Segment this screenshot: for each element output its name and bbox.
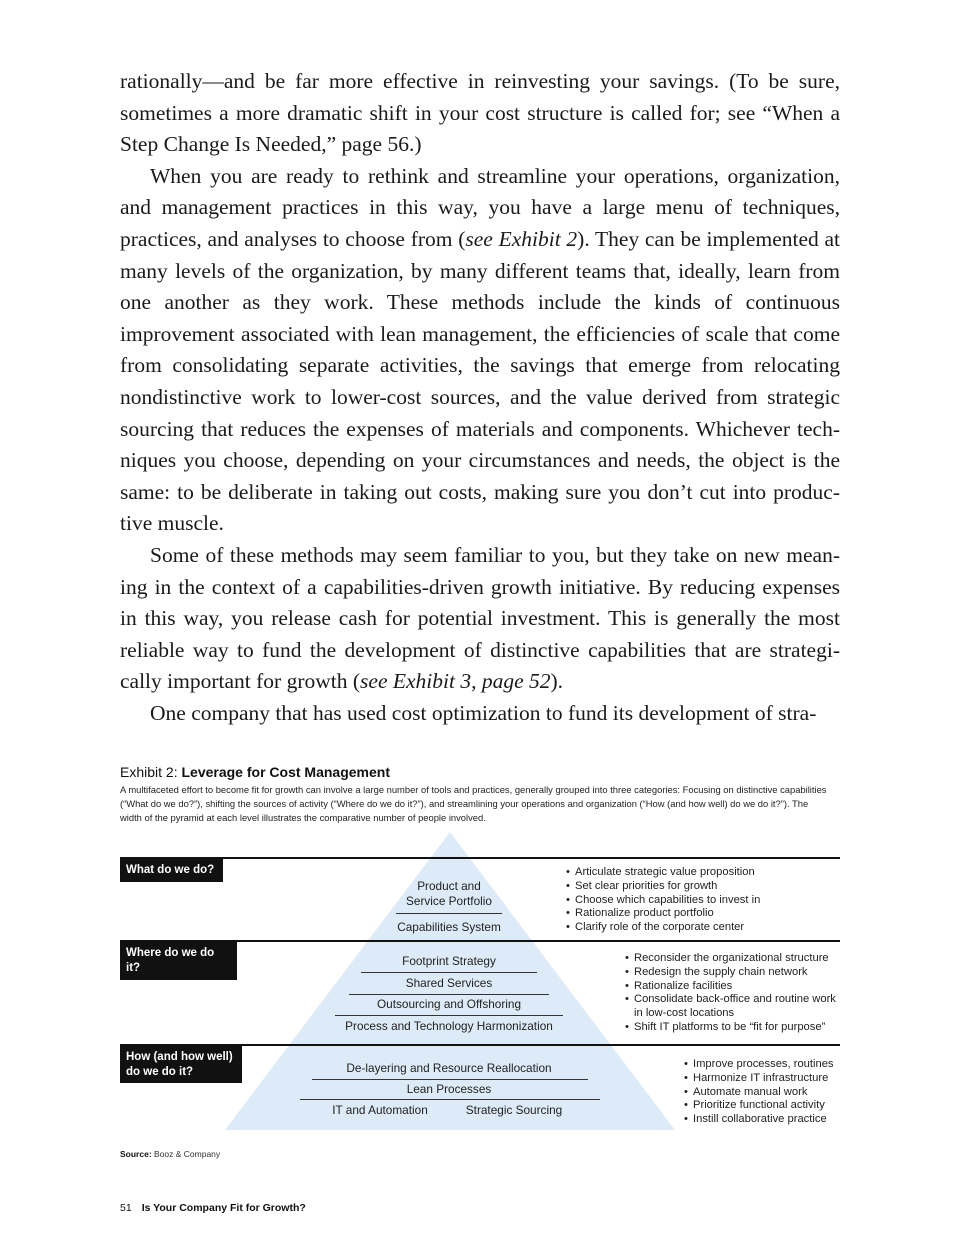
paragraph-3-text-b: ). [550, 669, 564, 694]
pyramid-item-process-technology-harmonization: Process and Technology Harmonization [345, 1019, 553, 1033]
paragraph-2-text-b: ). They can be implemented at many levels of the organization, by many different teams that, ideally, learn from one another as they work. These methods include the kinds of continuous improvement associated with lean management, the efficiencies of scale that come from consolidating separate activities, the savings that emerge from relocating nondistinctive work to lower-cost sources, and the value derived from strategic sourcing that reduces the expenses of materials and components. Whichever techniques you choose, depending on your circumstances and needs, the object is the same: to be deliberate in taking out costs, making sure you don’t cut into productive muscle. [120, 226, 840, 536]
pyramid-divider [349, 994, 549, 995]
bullet-item: • Choose which capabilities to invest in [566, 894, 836, 908]
exhibit-label: Exhibit 2: [120, 764, 182, 780]
pyramid-item-shared-services: Shared Services [405, 976, 493, 990]
page-footer [120, 1202, 306, 1214]
pyramid-item-product-service-line1: Product and [417, 879, 481, 893]
exhibit-header [120, 763, 840, 824]
bullet-item: • Redesign the supply chain network [625, 966, 840, 980]
bullet-item: • Automate manual work [684, 1086, 840, 1100]
pyramid-divider [312, 1079, 588, 1080]
pyramid-item-delayering: De-layering and Resource Reallocation [346, 1061, 552, 1075]
bullet-item: • Harmonize IT infrastructure [684, 1072, 840, 1086]
bullet-item: • Articulate strategic value proposition [566, 866, 836, 880]
exhibit-title [120, 763, 840, 781]
bullets-how-do-we-do-it [684, 1058, 840, 1127]
pyramid-divider [361, 972, 537, 973]
pyramid-divider [335, 1015, 563, 1016]
source-text: Booz & Company [151, 1149, 221, 1159]
bullets-what-do-we-do [566, 866, 836, 935]
paragraph-2-text-a: When you are ready to rethink and streamline your operations, organization, and management practices in this way, you have a large menu of techniques, practices, and analyses to choose from ( [120, 163, 840, 251]
bullet-item: • Reconsider the organizational structure [625, 952, 840, 966]
bullets-where-do-we-do-it [625, 952, 840, 1035]
question-what-label: What do we do? [120, 859, 223, 882]
paragraph-1-text: rationally—and be far more effective in reinvesting your savings. (To be sure, sometimes a more dramatic shift in your cost structure is called for; see “When a Step Change Is Needed,” page 56.) [120, 69, 840, 157]
question-how-label: How (and how well) do we do it? [120, 1046, 242, 1083]
bullet-item: • Shift IT platforms to be “fit for purpose” [625, 1021, 840, 1035]
source-label: Source: [120, 1149, 152, 1159]
paragraph-2 [120, 161, 840, 540]
bullet-item: • Prioritize functional activity [684, 1099, 840, 1113]
cost-management-pyramid-diagram [120, 830, 840, 1135]
article-body [120, 66, 840, 729]
bullet-item: • Clarify role of the corporate center [566, 921, 836, 935]
paragraph-1 [120, 66, 840, 161]
exhibit-2-reference: see Exhibit 2 [465, 226, 578, 251]
pyramid-item-footprint-strategy: Footprint Strategy [402, 954, 496, 968]
bullet-item: • Rationalize product portfolio [566, 907, 836, 921]
exhibit-title-text: Leverage for Cost Management [181, 764, 390, 780]
question-where-label: Where do we do it? [120, 942, 237, 980]
pyramid-item-outsourcing-offshoring: Outsourcing and Offshoring [376, 997, 522, 1011]
publication-title: Is Your Company Fit for Growth? [141, 1202, 306, 1214]
pyramid-item-strategic-sourcing: Strategic Sourcing [465, 1103, 563, 1117]
pyramid-divider [300, 1099, 600, 1100]
pyramid-item-it-automation: IT and Automation [332, 1103, 428, 1117]
bullet-item: • Rationalize facilities [625, 980, 840, 994]
paragraph-4 [120, 698, 840, 730]
paragraph-3 [120, 540, 840, 698]
pyramid-item-lean-processes: Lean Processes [406, 1082, 492, 1096]
bullet-item: • Instill collaborative practice [684, 1113, 840, 1127]
section-rule-1 [120, 857, 840, 859]
pyramid-divider [396, 913, 502, 914]
bullet-item: • Set clear priorities for growth [566, 880, 836, 894]
paragraph-3-text-a: Some of these methods may seem familiar to you, but they take on new meaning in the context of a capabilities-driven growth initiative. By reducing expenses in this way, you release cash for potential investment. This is generally the most reliable way to fund the development of distinctive capabilities that are strategically important for growth ( [120, 542, 840, 694]
source-note [120, 1149, 220, 1159]
bullet-item: • Improve processes, routines [684, 1058, 840, 1072]
paragraph-4-text: One company that has used cost optimization to fund its development of stra- [150, 700, 817, 725]
exhibit-caption: A multifaceted effort to become fit for growth can involve a large number of tools and practices, generally grouped into three categories: Focusing on distinctive capabilities (“What do we do?”), shifting the sources of activity (“Where do we do it?”), and streamlining your operations and organization (“How (and how well) do we do it?”). The width of the pyramid at each level illustrates the comparative number of people involved. [120, 784, 827, 823]
pyramid-item-product-service-line2: Service Portfolio [406, 894, 492, 908]
exhibit-3-reference: see Exhibit 3, page 52 [360, 669, 551, 694]
bullet-item: • Consolidate back-office and routine work in low-cost locations [625, 993, 840, 1021]
page-number: 51 [120, 1202, 132, 1214]
pyramid-item-capabilities-system: Capabilities System [397, 920, 501, 934]
